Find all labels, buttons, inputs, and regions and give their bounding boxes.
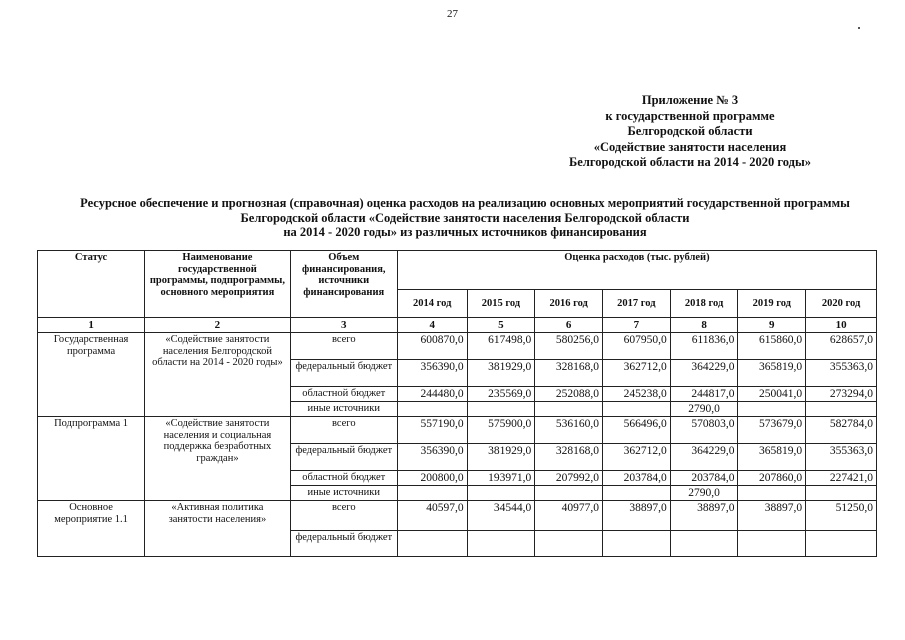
value-cell: 244817,0 [670,387,738,402]
value-cell: 607950,0 [603,333,671,360]
table-row [38,501,877,531]
value-cell: 273294,0 [806,387,877,402]
value-cell: 617498,0 [467,333,535,360]
header-year: 2016 год [535,289,603,317]
value-cell [397,486,467,501]
value-cell: 245238,0 [603,387,671,402]
value-cell: 356390,0 [397,360,467,387]
column-number: 7 [603,318,671,333]
value-cell: 40597,0 [397,501,467,531]
column-number: 8 [670,318,738,333]
column-number: 4 [397,318,467,333]
value-cell: 364229,0 [670,360,738,387]
value-cell [603,402,671,417]
row-source: всего [290,333,397,360]
row-name: «Активная политика занятости населения» [145,501,291,557]
appendix-heading [560,93,820,171]
value-cell: 356390,0 [397,444,467,471]
value-cell [397,402,467,417]
value-cell: 536160,0 [535,417,603,444]
value-cell [806,402,877,417]
header-year: 2020 год [806,289,877,317]
row-source: областной бюджет [290,471,397,486]
value-cell: 2790,0 [670,486,738,501]
value-cell: 362712,0 [603,360,671,387]
value-cell: 328168,0 [535,360,603,387]
value-cell: 570803,0 [670,417,738,444]
appendix-line: к государственной программе [605,108,775,123]
appendix-line: Белгородской области на 2014 - 2020 годы» [569,155,811,169]
value-cell: 355363,0 [806,360,877,387]
value-cell: 381929,0 [467,360,535,387]
value-cell: 203784,0 [603,471,671,486]
row-source: всего [290,501,397,531]
column-number: 2 [145,318,291,333]
title-line: Белгородской области «Содействие занятости населения Белгородской области [240,210,690,225]
value-cell: 250041,0 [738,387,806,402]
value-cell: 227421,0 [806,471,877,486]
value-cell [467,531,535,557]
appendix-line: Белгородской области [627,124,753,138]
value-cell [467,402,535,417]
title-line: Ресурсное обеспечение и прогнозная (справочная) оценка расходов на реализацию основных мероприятий государственной программы [80,196,850,210]
title-line: на 2014 - 2020 годы» из различных источников финансирования [283,225,647,239]
header-year: 2018 год [670,289,738,317]
column-number: 10 [806,318,877,333]
value-cell [467,486,535,501]
value-cell: 365819,0 [738,444,806,471]
value-cell: 51250,0 [806,501,877,531]
value-cell: 38897,0 [738,501,806,531]
value-cell [670,531,738,557]
value-cell [535,486,603,501]
value-cell: 207860,0 [738,471,806,486]
scan-speck [858,27,860,29]
value-cell: 355363,0 [806,444,877,471]
value-cell: 628657,0 [806,333,877,360]
value-cell: 2790,0 [670,402,738,417]
table-row [38,417,877,444]
budget-table [37,250,877,557]
value-cell: 600870,0 [397,333,467,360]
value-cell: 611836,0 [670,333,738,360]
header-year: 2014 год [397,289,467,317]
value-cell: 38897,0 [603,501,671,531]
value-cell [397,531,467,557]
header-status: Статус [38,251,145,318]
table-row [38,333,877,360]
row-name: «Содействие занятости населения и социальная поддержка безработных граждан» [145,417,291,501]
header-estimate: Оценка расходов (тыс. рублей) [397,251,876,290]
column-number: 3 [290,318,397,333]
value-cell: 252088,0 [535,387,603,402]
column-number: 9 [738,318,806,333]
value-cell [738,531,806,557]
value-cell: 582784,0 [806,417,877,444]
row-source: иные источники [290,402,397,417]
value-cell: 381929,0 [467,444,535,471]
value-cell: 207992,0 [535,471,603,486]
value-cell: 203784,0 [670,471,738,486]
value-cell: 364229,0 [670,444,738,471]
value-cell: 575900,0 [467,417,535,444]
row-source: областной бюджет [290,387,397,402]
page-number: 27 [447,8,458,20]
header-source: Объем финансирования, источники финансирования [290,251,397,318]
value-cell [535,531,603,557]
value-cell: 193971,0 [467,471,535,486]
appendix-line: «Содействие занятости населения [593,139,787,154]
row-source: федеральный бюджет [290,360,397,387]
value-cell: 557190,0 [397,417,467,444]
row-source: иные источники [290,486,397,501]
value-cell [738,486,806,501]
column-number: 6 [535,318,603,333]
column-number: 1 [38,318,145,333]
header-year: 2019 год [738,289,806,317]
row-source: федеральный бюджет [290,531,397,557]
value-cell: 244480,0 [397,387,467,402]
value-cell: 580256,0 [535,333,603,360]
row-source: всего [290,417,397,444]
row-status: Основное мероприятие 1.1 [38,501,145,557]
value-cell: 615860,0 [738,333,806,360]
value-cell: 38897,0 [670,501,738,531]
header-year: 2017 год [603,289,671,317]
value-cell: 40977,0 [535,501,603,531]
column-number-row [38,318,877,333]
document-title [40,196,890,240]
value-cell [806,531,877,557]
value-cell: 573679,0 [738,417,806,444]
value-cell: 566496,0 [603,417,671,444]
value-cell: 365819,0 [738,360,806,387]
value-cell: 328168,0 [535,444,603,471]
row-status: Подпрограмма 1 [38,417,145,501]
header-year: 2015 год [467,289,535,317]
value-cell: 235569,0 [467,387,535,402]
value-cell [806,486,877,501]
value-cell [603,486,671,501]
value-cell [738,402,806,417]
value-cell: 362712,0 [603,444,671,471]
row-status: Государственная программа [38,333,145,417]
value-cell [603,531,671,557]
header-name: Наименование государственной программы, подпрограммы, основного мероприятия [145,251,291,318]
row-source: федеральный бюджет [290,444,397,471]
row-name: «Содействие занятости населения Белгородской области на 2014 - 2020 годы» [145,333,291,417]
value-cell: 34544,0 [467,501,535,531]
header-row [38,251,877,290]
value-cell [535,402,603,417]
value-cell: 200800,0 [397,471,467,486]
column-number: 5 [467,318,535,333]
appendix-line: Приложение № 3 [641,93,739,107]
